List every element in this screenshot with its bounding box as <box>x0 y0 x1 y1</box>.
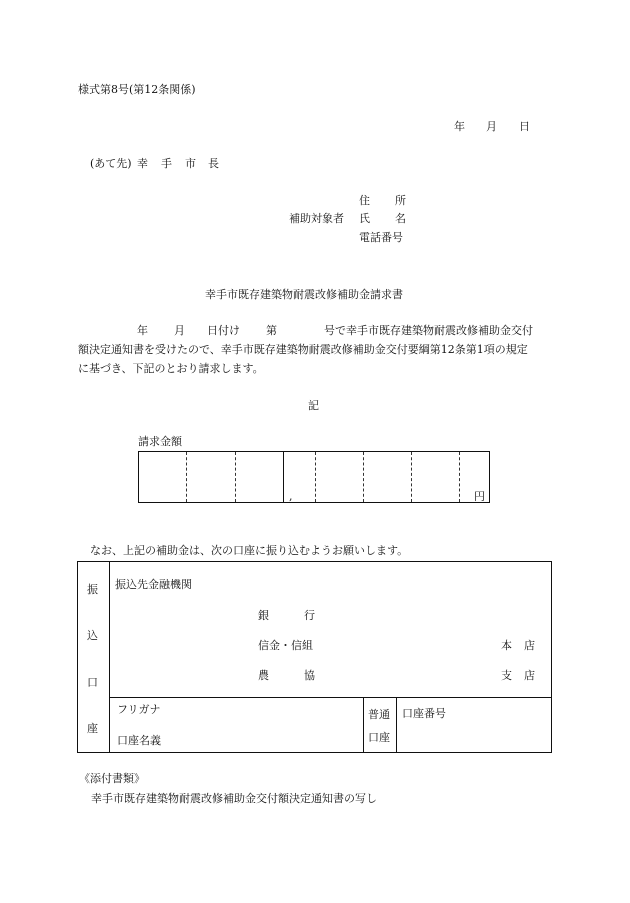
ki-heading: 記 <box>308 399 319 412</box>
bank-label: 振込先金融機関 <box>115 578 192 591</box>
amount-digit-divider <box>315 452 316 502</box>
date-month: 月 <box>486 120 497 133</box>
honten-label-b: 店 <box>524 639 535 652</box>
table-divider <box>363 697 364 753</box>
address-label-a: 住 <box>359 194 370 207</box>
nokyo-label-b: 協 <box>304 669 315 682</box>
bank-type-b: 行 <box>304 609 315 622</box>
transfer-note: なお、上記の補助金は、次の口座に振り込むようお願いします。 <box>90 544 409 557</box>
body-dai: 第 <box>266 324 277 337</box>
body-month: 月 <box>174 324 185 337</box>
amount-digit-divider <box>186 452 187 502</box>
addressee-char-1: 幸 <box>137 157 148 170</box>
body-year: 年 <box>137 324 148 337</box>
vertical-label-char: 振 <box>87 583 98 596</box>
nokyo-label-a: 農 <box>258 669 269 682</box>
body-line2: 額決定通知書を受けたので、幸手市既存建築物耐震改修補助金交付要綱第12条第1項の規定 <box>78 343 528 356</box>
koza-label: 口座 <box>368 731 390 744</box>
account-holder-label: 口座名義 <box>117 734 161 747</box>
amount-label: 請求金額 <box>138 435 182 448</box>
body-line1: 号で幸手市既存建築物耐震改修補助金交付 <box>324 324 533 337</box>
shiten-label-a: 支 <box>501 669 512 682</box>
date-day: 日 <box>519 120 530 133</box>
table-divider <box>109 561 110 753</box>
amount-box <box>138 451 490 503</box>
futsu-label: 普通 <box>368 708 390 721</box>
document-title: 幸手市既存建築物耐震改修補助金請求書 <box>205 288 403 301</box>
amount-digit-divider <box>411 452 412 502</box>
table-divider <box>109 697 552 698</box>
honten-label-a: 本 <box>501 639 512 652</box>
shinkin-label: 信金・信組 <box>258 639 313 652</box>
amount-digit-divider <box>363 452 364 502</box>
name-label-b: 名 <box>395 212 406 225</box>
amount-digit-divider <box>235 452 236 502</box>
account-number-label: 口座番号 <box>402 707 446 720</box>
addressee-char-2: 手 <box>161 157 172 170</box>
address-label-b: 所 <box>395 194 406 207</box>
body-line3: に基づき、下記のとおり請求します。 <box>78 362 264 375</box>
applicant-label: 補助対象者 <box>289 212 344 225</box>
phone-label: 電話番号 <box>359 231 403 244</box>
bank-type-a: 銀 <box>258 609 269 622</box>
shiten-label-b: 店 <box>524 669 535 682</box>
form-number: 様式第8号(第12条関係) <box>78 83 196 96</box>
vertical-label-char: 込 <box>87 629 98 642</box>
furigana-label: フリガナ <box>117 703 161 716</box>
amount-yen: 円 <box>474 490 485 503</box>
amount-comma: , <box>289 490 293 503</box>
amount-digit-divider <box>283 452 284 502</box>
date-year: 年 <box>454 120 465 133</box>
table-divider <box>396 697 397 753</box>
body-dated: 日付け <box>207 324 240 337</box>
addressee-prefix: (あて先) <box>90 157 132 170</box>
vertical-label-char: 座 <box>87 722 98 735</box>
addressee-char-4: 長 <box>208 157 219 170</box>
addressee-char-3: 市 <box>185 157 196 170</box>
attachments-heading: 《添付書類》 <box>79 772 145 785</box>
attachments-item: 幸手市既存建築物耐震改修補助金交付額決定通知書の写し <box>91 792 377 805</box>
name-label-a: 氏 <box>359 212 370 225</box>
vertical-label-char: 口 <box>87 676 98 689</box>
amount-digit-divider <box>459 452 460 502</box>
